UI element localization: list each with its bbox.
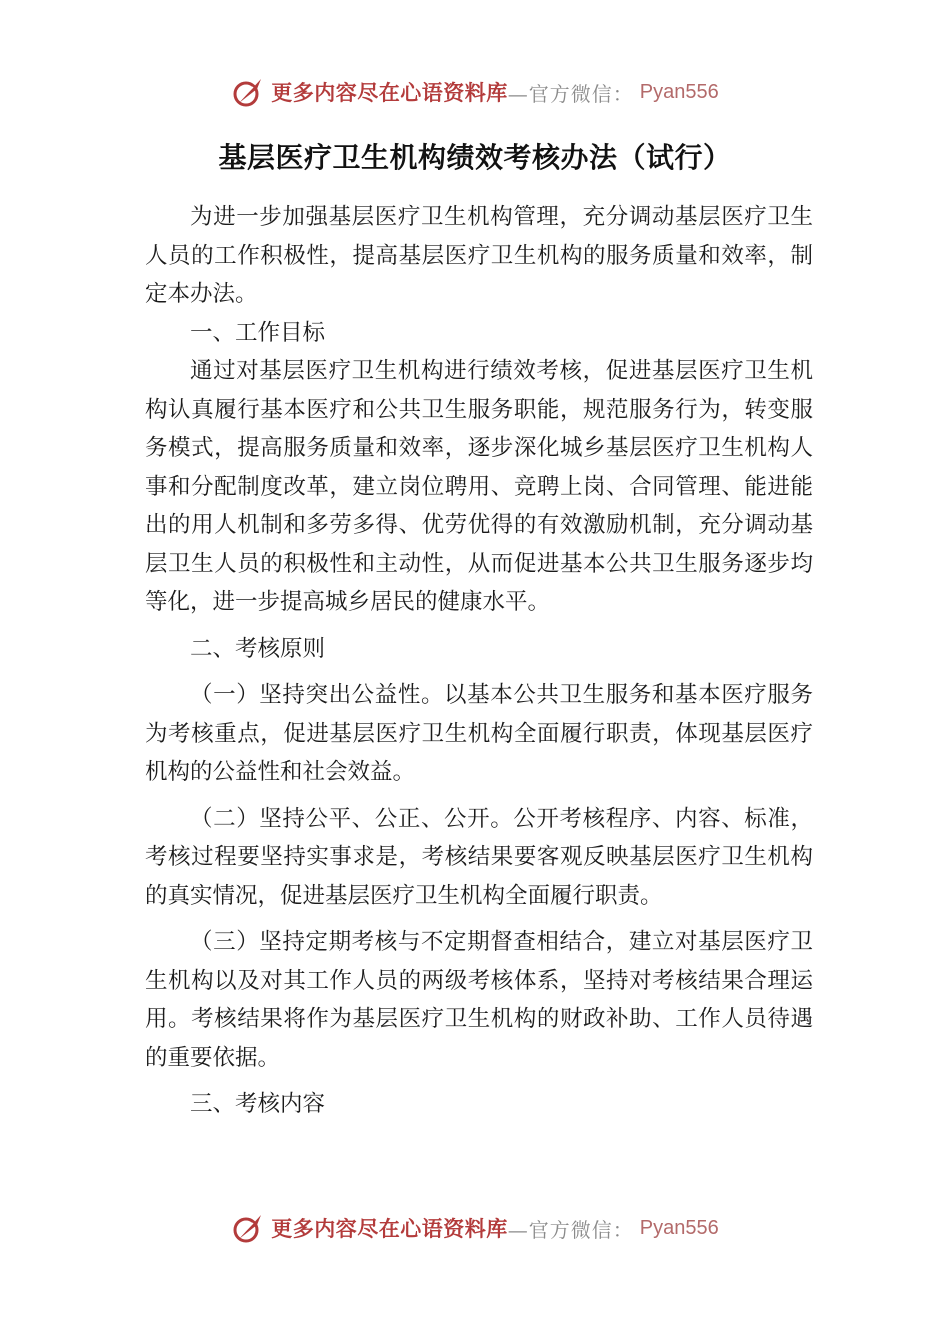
goals-paragraph: 通过对基层医疗卫生机构进行绩效考核，促进基层医疗卫生机构认真履行基本医疗和公共卫生服务职能，规范服务行为，转变服务模式，提高服务质量和效率，逐步深化城乡基层医疗卫生机构人事和分配制度改革，建立岗位聘用、竞聘上岗、合同管理、能进能出的用人机制和多劳多得、优劳优得的有效激励机制，充分调动基层卫生人员的积极性和主动性，从而促进基本公共卫生服务逐步均等化，进一步提高城乡居民的健康水平。 [145,358,813,615]
quill-logo-icon [231,75,265,109]
footer-banner [0,1206,950,1250]
principle-2-paragraph: （二）坚持公平、公正、公开。公开考核程序、内容、标准，考核过程要坚持实事求是，考核结果要客观反映基层医疗卫生机构的真实情况，促进基层医疗卫生机构全面履行职责。 [145,805,813,909]
banner-main-text: 更多内容尽在心语资料库 [271,80,508,105]
quill-logo-icon [231,1211,265,1245]
section-heading-goals: 一、工作目标 [190,319,326,346]
section-heading-principles: 二、考核原则 [190,635,326,662]
header-banner [0,70,950,114]
section-heading-content: 三、考核内容 [190,1091,326,1117]
principle-1-paragraph: （一）坚持突出公益性。以基本公共卫生服务和基本医疗服务为考核重点，促进基层医疗卫生机构全面履行职责，体现基层医疗机构的公益性和社会效益。 [145,682,813,785]
banner-wechat-id: Pyan556 [639,80,719,103]
document-title: 基层医疗卫生机构绩效考核办法（试行） [218,141,732,174]
document-body [145,198,813,1124]
principle-3-paragraph: （三）坚持定期考核与不定期督查相结合，建立对基层医疗卫生机构以及对其工作人员的两级考核体系，坚持对考核结果合理运用。考核结果将作为基层医疗卫生机构的财政补助、工作人员待遇的重要依据。 [145,929,813,1071]
intro-paragraph: 为进一步加强基层医疗卫生机构管理，充分调动基层医疗卫生人员的工作积极性，提高基层医疗卫生机构的服务质量和效率，制定本办法。 [145,204,813,307]
banner-wechat-id: Pyan556 [639,1216,719,1239]
banner-sub-text: —官方微信： [507,1217,634,1242]
banner-main-text: 更多内容尽在心语资料库 [271,1216,508,1241]
banner-sub-text: —官方微信： [507,81,634,106]
